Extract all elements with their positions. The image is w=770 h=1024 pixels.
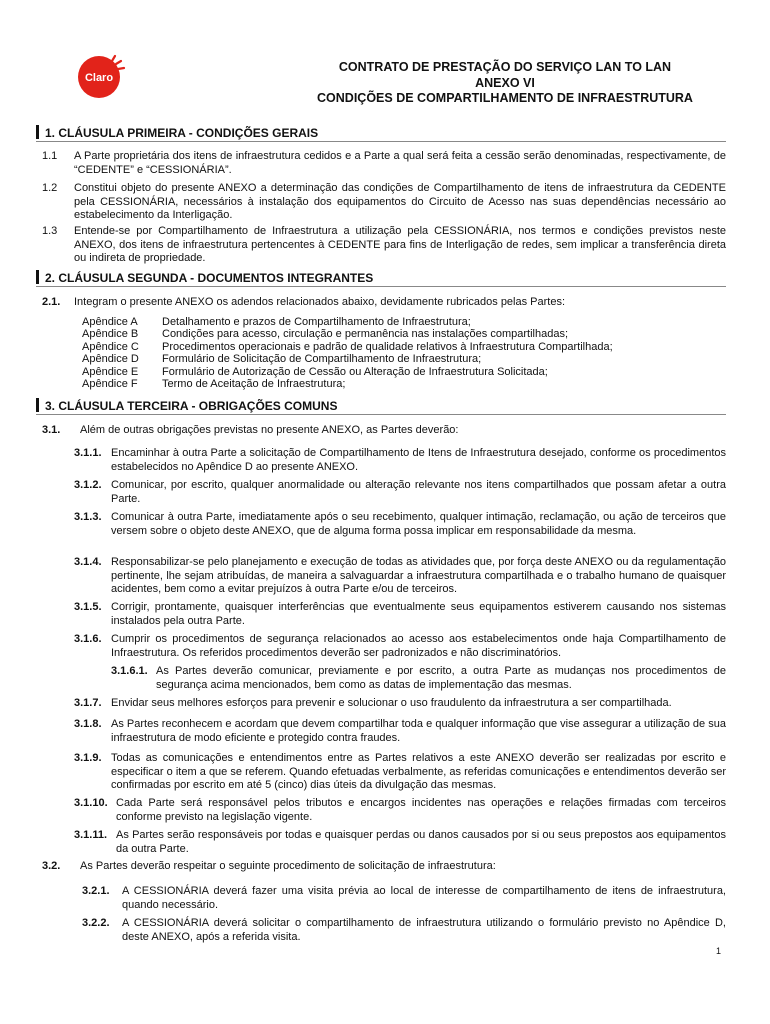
section-3-title — [36, 398, 726, 415]
header-line-1: CONTRATO DE PRESTAÇÃO DO SERVIÇO LAN TO LAN — [338, 60, 672, 74]
item-1-3-number: 1.3 — [42, 225, 58, 237]
document-header — [300, 60, 710, 107]
appendix-desc: Procedimentos operacionais e padrão de qualidade relativos à Infraestrutura Compartilhada; — [162, 340, 613, 353]
item-3-1-7-text: Envidar seus melhores esforços para prevenir e solucionar o uso fraudulento da infraestrutura a ser compartilhada. — [111, 697, 672, 709]
item-3-1-3-text: Comunicar à outra Parte, imediatamente após o seu recebimento, qualquer intimação, reclamação, ou ação de terceiros que versem sobre o objeto deste ANEXO, que de alguma forma possa implicar em responsabilidade da mesma. — [111, 511, 726, 537]
item-3-1-6-number: 3.1.6. — [74, 633, 102, 645]
item-3-1-2-text: Comunicar, por escrito, qualquer anormalidade ou alteração relevante nos itens compartilhados que possam afetar a outra Parte. — [111, 479, 726, 505]
item-3-1-9-text: Todas as comunicações e entendimentos entre as Partes relativos a este ANEXO deverão ser realizadas por escrito e especificar o item a que se referem. Quando efetuadas verbalmente, as referidas comunicações e entendimentos deverão ser confirmadas por escrito em até 5 (cinco) dias úteis da divulgação das mesmas. — [111, 752, 726, 792]
item-3-1-text: Além de outras obrigações previstas no presente ANEXO, as Partes deverão: — [80, 424, 459, 436]
item-3-1-5-number: 3.1.5. — [74, 601, 102, 613]
appendix-row — [82, 316, 613, 328]
item-3-1-9-number: 3.1.9. — [74, 752, 102, 764]
item-2-1-number: 2.1. — [42, 296, 61, 308]
section-1-title — [36, 125, 726, 142]
appendix-row — [82, 341, 613, 353]
header-line-2: ANEXO VI — [475, 75, 535, 90]
item-3-1-2-number: 3.1.2. — [74, 479, 102, 491]
appendix-desc: Termo de Aceitação de Infraestrutura; — [162, 378, 346, 391]
section-marker — [36, 125, 39, 139]
item-1-1-number: 1.1 — [42, 150, 58, 162]
appendix-desc: Formulário de Solicitação de Compartilhamento de Infraestrutura; — [162, 353, 482, 366]
section-3-title-text: 3. CLÁUSULA TERCEIRA - OBRIGAÇÕES COMUNS — [45, 399, 338, 413]
appendix-desc: Detalhamento e prazos de Compartilhamento de Infraestrutura; — [162, 316, 471, 328]
appendix-key: Apêndice F — [82, 378, 138, 391]
appendix-row — [82, 366, 613, 378]
claro-logo-mark — [72, 50, 128, 100]
item-3-2-number: 3.2. — [42, 860, 61, 872]
header-line-3: CONDIÇÕES DE COMPARTILHAMENTO DE INFRAESTRUTURA — [317, 91, 693, 105]
appendix-key: Apêndice A — [82, 316, 138, 328]
item-3-1-4-number: 3.1.4. — [74, 556, 102, 568]
item-3-2-1-number: 3.2.1. — [82, 885, 110, 897]
item-3-1-6-text: Cumprir os procedimentos de segurança relacionados ao acesso aos estabelecimentos onde haja Compartilhamento de Infraestrutura. Os referidos procedimentos deverão ser padronizados e não discriminatórios. — [111, 633, 726, 659]
item-3-1-3-number: 3.1.3. — [74, 511, 102, 523]
item-3-1-6-1-text: As Partes deverão comunicar, previamente e por escrito, a outra Parte as mudanças nos procedimentos de segurança acima mencionados, bem como as datas de implementação das mesmas. — [156, 665, 726, 691]
item-1-2-text: Constitui objeto do presente ANEXO a determinação das condições de Compartilhamento de itens de infraestrutura da CEDENTE pela CESSIONÁRIA, necessários à instalação dos equipamentos do Circuito de Acesso nas suas dependências necessário ao estabelecimento da Interligação. — [74, 182, 726, 222]
section-marker — [36, 398, 39, 412]
item-2-1-text: Integram o presente ANEXO os adendos relacionados abaixo, devidamente rubricados pelas Partes: — [74, 296, 566, 308]
item-3-1-1-number: 3.1.1. — [74, 447, 102, 459]
appendix-list — [82, 316, 613, 390]
item-3-2-1-text: A CESSIONÁRIA deverá fazer uma visita prévia ao local de interesse de compartilhamento de itens de infraestrutura, quando necessário. — [122, 885, 726, 911]
appendix-desc: Formulário de Autorização de Cessão ou Alteração de Infraestrutura Solicitada; — [162, 365, 548, 378]
item-3-2-2-text: A CESSIONÁRIA deverá solicitar o compartilhamento de infraestrutura utilizando o formulário previsto no Apêndice D, deste ANEXO, após a referida visita. — [122, 917, 726, 943]
item-3-1-8-number: 3.1.8. — [74, 718, 102, 730]
section-2-title — [36, 270, 726, 287]
appendix-row — [82, 328, 613, 340]
section-2-title-text: 2. CLÁUSULA SEGUNDA - DOCUMENTOS INTEGRANTES — [45, 271, 374, 285]
item-1-2-number: 1.2 — [42, 182, 58, 194]
appendix-key: Apêndice D — [82, 353, 139, 366]
item-3-1-5-text: Corrigir, prontamente, quaisquer interferências que eventualmente seus equipamentos estiverem causando nos sistemas instalados pela outra Parte. — [111, 601, 726, 627]
section-1-title-text: 1. CLÁUSULA PRIMEIRA - CONDIÇÕES GERAIS — [45, 126, 319, 140]
item-3-2-text: As Partes deverão respeitar o seguinte procedimento de solicitação de infraestrutura: — [80, 860, 496, 872]
item-1-3-text: Entende-se por Compartilhamento de Infraestrutura a utilização pela CESSIONÁRIA, nos termos e condições previstos neste ANEXO, dos itens de infraestrutura pertencentes à CEDENTE para fins de Interligação de redes, sem implicar a transferência direta ou indireta de propriedade. — [74, 225, 726, 265]
claro-logo — [72, 50, 128, 100]
appendix-desc: Condições para acesso, circulação e permanência nas instalações compartilhadas; — [162, 328, 569, 341]
item-3-1-number: 3.1. — [42, 424, 61, 436]
section-marker — [36, 270, 39, 284]
item-3-1-11-text: As Partes serão responsáveis por todas e quaisquer perdas ou danos causados por si ou seus prepostos aos equipamentos da outra Parte. — [116, 829, 726, 855]
page-number: 1 — [716, 946, 722, 956]
item-3-1-4-text: Responsabilizar-se pelo planejamento e execução de todas as atividades que, por força deste ANEXO ou da regulamentação pertinente, lhe sejam atribuídas, de maneira a salvaguardar a infraestrutura compartilhada e o trabalho humano de quaisquer acidentes, bem como a evitar prejuízos à outra Parte e/ou de terceiros. — [111, 556, 726, 596]
item-3-2-2-number: 3.2.2. — [82, 917, 110, 929]
appendix-key: Apêndice E — [82, 365, 139, 378]
item-3-1-8-text: As Partes reconhecem e acordam que devem compartilhar toda e qualquer informação que vise assegurar a utilização de sua infraestrutura de modo eficiente e protegido contra fraudes. — [111, 718, 726, 744]
item-3-1-10-text: Cada Parte será responsável pelos tributos e encargos incidentes nas operações e relações firmadas com terceiros conforme previsto na legislação vigente. — [116, 797, 726, 823]
logo-text: Claro — [84, 72, 114, 84]
item-3-1-10-number: 3.1.10. — [74, 797, 108, 809]
appendix-row — [82, 353, 613, 365]
appendix-row — [82, 378, 613, 390]
appendix-key: Apêndice B — [82, 328, 139, 341]
item-1-1-text: A Parte proprietária dos itens de infraestrutura cedidos e a Parte a qual será feita a cessão serão denominadas, respectivamente, de “CEDENTE” e “CESSIONÁRIA”. — [74, 150, 726, 176]
item-3-1-1-text: Encaminhar à outra Parte a solicitação de Compartilhamento de Itens de Infraestrutura desejado, conforme os procedimentos estabelecidos no Apêndice D ao presente ANEXO. — [111, 447, 726, 473]
item-3-1-11-number: 3.1.11. — [74, 829, 108, 841]
item-3-1-6-1-number: 3.1.6.1. — [111, 665, 148, 677]
item-3-1-7-number: 3.1.7. — [74, 697, 102, 709]
appendix-key: Apêndice C — [82, 340, 139, 353]
